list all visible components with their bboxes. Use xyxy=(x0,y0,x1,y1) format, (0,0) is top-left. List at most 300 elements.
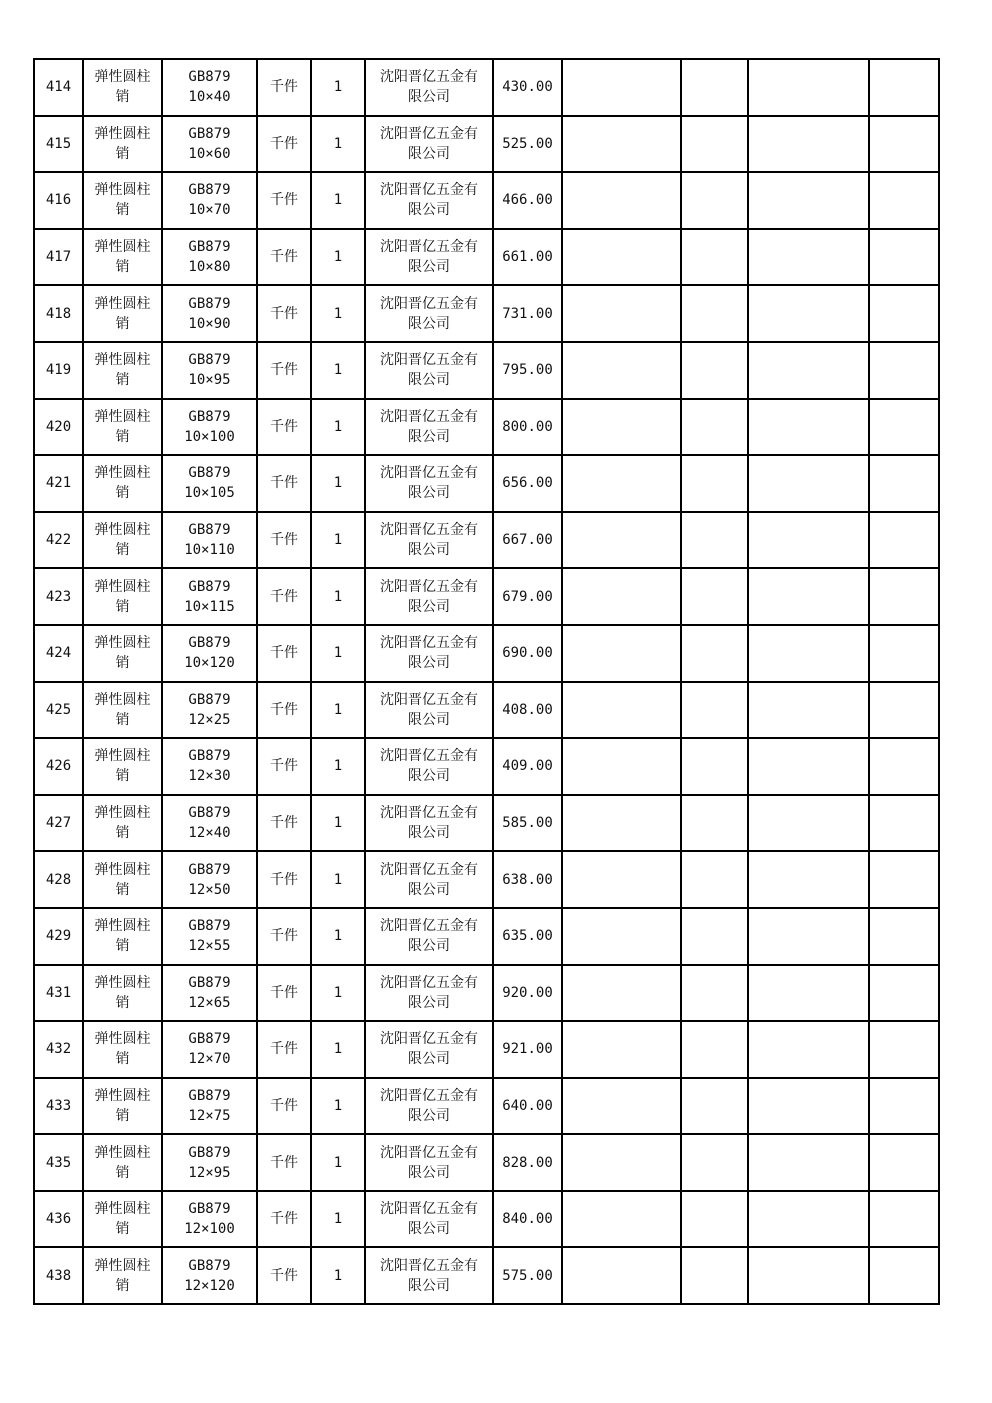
item-name-line2: 销 xyxy=(115,542,130,559)
spec-standard: GB879 xyxy=(188,465,231,482)
empty-cell xyxy=(869,1247,939,1304)
row-number-cell xyxy=(34,795,83,852)
spec-standard: GB879 xyxy=(188,1201,231,1218)
spec-cell xyxy=(162,908,257,965)
spec-size: 12×30 xyxy=(188,768,231,785)
item-name-cell xyxy=(83,1134,162,1191)
spec-cell xyxy=(162,172,257,229)
supplier-line2: 限公司 xyxy=(408,1107,450,1124)
table-row xyxy=(34,738,939,795)
price-table xyxy=(33,58,940,1305)
empty-cell xyxy=(562,285,681,342)
table-row xyxy=(34,1021,939,1078)
empty-cell xyxy=(748,1191,869,1248)
empty-cell xyxy=(748,1021,869,1078)
row-number: 426 xyxy=(45,758,72,775)
item-name-line1: 弹性圆柱 xyxy=(94,1144,151,1161)
supplier-cell xyxy=(365,1191,493,1248)
quantity: 1 xyxy=(333,928,343,945)
item-name-line2: 销 xyxy=(115,1277,130,1294)
item-name-line2: 销 xyxy=(115,202,130,219)
quantity: 1 xyxy=(333,701,343,718)
item-name-line1: 弹性圆柱 xyxy=(94,1031,151,1048)
quantity: 1 xyxy=(333,475,343,492)
empty-cell xyxy=(562,342,681,399)
empty-cell xyxy=(748,59,869,116)
unit-cell xyxy=(257,625,311,682)
unit: 千件 xyxy=(270,1267,298,1284)
price: 640.00 xyxy=(502,1097,553,1114)
quantity-cell xyxy=(311,399,365,456)
spec-size: 10×80 xyxy=(188,259,231,276)
empty-cell xyxy=(748,229,869,286)
spec-standard: GB879 xyxy=(188,1257,231,1274)
item-name-line1: 弹性圆柱 xyxy=(94,522,151,539)
row-number-cell xyxy=(34,1191,83,1248)
supplier-line1: 沈阳晋亿五金有 xyxy=(380,1201,478,1218)
item-name-line2: 销 xyxy=(115,428,130,445)
spec-cell xyxy=(162,1078,257,1135)
row-number-cell xyxy=(34,1134,83,1191)
price: 920.00 xyxy=(502,984,553,1001)
empty-cell xyxy=(562,625,681,682)
quantity-cell xyxy=(311,625,365,682)
item-name-line1: 弹性圆柱 xyxy=(94,352,151,369)
row-number: 416 xyxy=(45,192,72,209)
empty-cell xyxy=(681,399,748,456)
supplier-cell xyxy=(365,116,493,173)
empty-cell xyxy=(748,795,869,852)
empty-cell xyxy=(681,1191,748,1248)
empty-cell xyxy=(562,1134,681,1191)
unit-cell xyxy=(257,512,311,569)
supplier-line2: 限公司 xyxy=(408,938,450,955)
item-name-cell xyxy=(83,399,162,456)
row-number-cell xyxy=(34,1247,83,1304)
unit-cell xyxy=(257,229,311,286)
quantity-cell xyxy=(311,568,365,625)
empty-cell xyxy=(562,59,681,116)
empty-cell xyxy=(748,342,869,399)
row-number: 438 xyxy=(45,1267,72,1284)
empty-cell xyxy=(869,1021,939,1078)
spec-standard: GB879 xyxy=(188,352,231,369)
unit-cell xyxy=(257,59,311,116)
empty-cell xyxy=(681,285,748,342)
price-cell xyxy=(493,172,562,229)
table-row xyxy=(34,172,939,229)
item-name-line1: 弹性圆柱 xyxy=(94,69,151,86)
empty-cell xyxy=(562,172,681,229)
table-row xyxy=(34,965,939,1022)
item-name-cell xyxy=(83,285,162,342)
empty-cell xyxy=(748,908,869,965)
unit-cell xyxy=(257,1134,311,1191)
empty-cell xyxy=(869,682,939,739)
row-number-cell xyxy=(34,625,83,682)
row-number: 428 xyxy=(45,871,72,888)
item-name-line2: 销 xyxy=(115,825,130,842)
supplier-line2: 限公司 xyxy=(408,768,450,785)
unit: 千件 xyxy=(270,475,298,492)
quantity: 1 xyxy=(333,135,343,152)
table-row xyxy=(34,1134,939,1191)
table-row xyxy=(34,1247,939,1304)
spec-cell xyxy=(162,229,257,286)
row-number-cell xyxy=(34,682,83,739)
empty-cell xyxy=(748,851,869,908)
empty-cell xyxy=(748,738,869,795)
unit: 千件 xyxy=(270,984,298,1001)
item-name-line1: 弹性圆柱 xyxy=(94,1087,151,1104)
supplier-line2: 限公司 xyxy=(408,1051,450,1068)
spec-cell xyxy=(162,965,257,1022)
empty-cell xyxy=(562,851,681,908)
unit: 千件 xyxy=(270,1154,298,1171)
supplier-line2: 限公司 xyxy=(408,655,450,672)
supplier-line1: 沈阳晋亿五金有 xyxy=(380,69,478,86)
empty-cell xyxy=(562,965,681,1022)
supplier-line2: 限公司 xyxy=(408,711,450,728)
spec-standard: GB879 xyxy=(188,748,231,765)
quantity-cell xyxy=(311,1021,365,1078)
table-row xyxy=(34,1078,939,1135)
spec-cell xyxy=(162,1134,257,1191)
quantity-cell xyxy=(311,1134,365,1191)
empty-cell xyxy=(562,738,681,795)
empty-cell xyxy=(869,116,939,173)
supplier-line2: 限公司 xyxy=(408,825,450,842)
item-name-line1: 弹性圆柱 xyxy=(94,805,151,822)
quantity-cell xyxy=(311,59,365,116)
price: 679.00 xyxy=(502,588,553,605)
empty-cell xyxy=(748,1247,869,1304)
spec-cell xyxy=(162,455,257,512)
item-name-line2: 销 xyxy=(115,372,130,389)
item-name-line1: 弹性圆柱 xyxy=(94,295,151,312)
unit: 千件 xyxy=(270,1211,298,1228)
spec-standard: GB879 xyxy=(188,578,231,595)
supplier-line1: 沈阳晋亿五金有 xyxy=(380,239,478,256)
supplier-cell xyxy=(365,342,493,399)
item-name-line1: 弹性圆柱 xyxy=(94,182,151,199)
supplier-line2: 限公司 xyxy=(408,259,450,276)
empty-cell xyxy=(869,908,939,965)
unit: 千件 xyxy=(270,588,298,605)
quantity-cell xyxy=(311,1191,365,1248)
price: 840.00 xyxy=(502,1211,553,1228)
spec-size: 10×90 xyxy=(188,315,231,332)
item-name-line2: 销 xyxy=(115,259,130,276)
empty-cell xyxy=(562,1078,681,1135)
empty-cell xyxy=(748,568,869,625)
empty-cell xyxy=(869,172,939,229)
empty-cell xyxy=(748,625,869,682)
price-cell xyxy=(493,738,562,795)
item-name-line2: 销 xyxy=(115,89,130,106)
spec-size: 10×110 xyxy=(184,542,235,559)
item-name-cell xyxy=(83,1078,162,1135)
supplier-line1: 沈阳晋亿五金有 xyxy=(380,182,478,199)
item-name-line1: 弹性圆柱 xyxy=(94,974,151,991)
empty-cell xyxy=(748,965,869,1022)
empty-cell xyxy=(681,1021,748,1078)
price-cell xyxy=(493,851,562,908)
spec-cell xyxy=(162,738,257,795)
supplier-line1: 沈阳晋亿五金有 xyxy=(380,805,478,822)
item-name-line2: 销 xyxy=(115,711,130,728)
table-row xyxy=(34,625,939,682)
quantity-cell xyxy=(311,851,365,908)
price: 466.00 xyxy=(502,192,553,209)
row-number: 415 xyxy=(45,135,72,152)
item-name-line1: 弹性圆柱 xyxy=(94,918,151,935)
unit-cell xyxy=(257,172,311,229)
spec-cell xyxy=(162,682,257,739)
supplier-cell xyxy=(365,1078,493,1135)
unit-cell xyxy=(257,568,311,625)
spec-standard: GB879 xyxy=(188,522,231,539)
price-cell xyxy=(493,568,562,625)
quantity-cell xyxy=(311,455,365,512)
item-name-cell xyxy=(83,851,162,908)
supplier-line1: 沈阳晋亿五金有 xyxy=(380,635,478,652)
quantity-cell xyxy=(311,795,365,852)
item-name-line2: 销 xyxy=(115,881,130,898)
supplier-line1: 沈阳晋亿五金有 xyxy=(380,522,478,539)
table-row xyxy=(34,399,939,456)
item-name-line1: 弹性圆柱 xyxy=(94,239,151,256)
item-name-line2: 销 xyxy=(115,994,130,1011)
empty-cell xyxy=(869,795,939,852)
empty-cell xyxy=(869,568,939,625)
price-cell xyxy=(493,1078,562,1135)
spec-cell xyxy=(162,851,257,908)
row-number: 418 xyxy=(45,305,72,322)
item-name-line1: 弹性圆柱 xyxy=(94,408,151,425)
supplier-line1: 沈阳晋亿五金有 xyxy=(380,578,478,595)
price-cell xyxy=(493,455,562,512)
row-number: 433 xyxy=(45,1097,72,1114)
empty-cell xyxy=(748,399,869,456)
spec-size: 10×105 xyxy=(184,485,235,502)
supplier-cell xyxy=(365,1247,493,1304)
supplier-line1: 沈阳晋亿五金有 xyxy=(380,1031,478,1048)
empty-cell xyxy=(869,512,939,569)
empty-cell xyxy=(869,1134,939,1191)
item-name-line1: 弹性圆柱 xyxy=(94,1201,151,1218)
unit-cell xyxy=(257,682,311,739)
unit: 千件 xyxy=(270,418,298,435)
spec-cell xyxy=(162,512,257,569)
supplier-line2: 限公司 xyxy=(408,485,450,502)
quantity-cell xyxy=(311,172,365,229)
item-name-cell xyxy=(83,116,162,173)
supplier-cell xyxy=(365,568,493,625)
row-number: 431 xyxy=(45,984,72,1001)
table-row xyxy=(34,568,939,625)
item-name-cell xyxy=(83,455,162,512)
row-number: 414 xyxy=(45,79,72,96)
empty-cell xyxy=(681,512,748,569)
table-row xyxy=(34,455,939,512)
table-row xyxy=(34,795,939,852)
unit: 千件 xyxy=(270,305,298,322)
item-name-cell xyxy=(83,682,162,739)
spec-cell xyxy=(162,1247,257,1304)
empty-cell xyxy=(681,172,748,229)
row-number-cell xyxy=(34,908,83,965)
price-cell xyxy=(493,59,562,116)
row-number-cell xyxy=(34,116,83,173)
supplier-line2: 限公司 xyxy=(408,89,450,106)
price-cell xyxy=(493,965,562,1022)
empty-cell xyxy=(869,229,939,286)
spec-size: 12×95 xyxy=(188,1164,231,1181)
quantity: 1 xyxy=(333,305,343,322)
quantity-cell xyxy=(311,908,365,965)
supplier-line2: 限公司 xyxy=(408,145,450,162)
supplier-line1: 沈阳晋亿五金有 xyxy=(380,352,478,369)
price: 667.00 xyxy=(502,532,553,549)
empty-cell xyxy=(681,1247,748,1304)
empty-cell xyxy=(681,682,748,739)
row-number: 420 xyxy=(45,418,72,435)
spec-standard: GB879 xyxy=(188,805,231,822)
spec-cell xyxy=(162,399,257,456)
supplier-line1: 沈阳晋亿五金有 xyxy=(380,1087,478,1104)
spec-size: 10×120 xyxy=(184,655,235,672)
item-name-cell xyxy=(83,229,162,286)
supplier-cell xyxy=(365,1134,493,1191)
spec-size: 10×70 xyxy=(188,202,231,219)
empty-cell xyxy=(562,1247,681,1304)
table-row xyxy=(34,342,939,399)
quantity: 1 xyxy=(333,532,343,549)
supplier-line2: 限公司 xyxy=(408,598,450,615)
supplier-line2: 限公司 xyxy=(408,542,450,559)
price: 525.00 xyxy=(502,135,553,152)
spec-cell xyxy=(162,795,257,852)
empty-cell xyxy=(562,399,681,456)
item-name-line1: 弹性圆柱 xyxy=(94,578,151,595)
quantity-cell xyxy=(311,342,365,399)
row-number: 425 xyxy=(45,701,72,718)
quantity-cell xyxy=(311,229,365,286)
unit: 千件 xyxy=(270,758,298,775)
item-name-line1: 弹性圆柱 xyxy=(94,125,151,142)
price: 409.00 xyxy=(502,758,553,775)
quantity-cell xyxy=(311,285,365,342)
quantity: 1 xyxy=(333,1154,343,1171)
item-name-cell xyxy=(83,512,162,569)
item-name-cell xyxy=(83,568,162,625)
supplier-line1: 沈阳晋亿五金有 xyxy=(380,408,478,425)
supplier-cell xyxy=(365,59,493,116)
quantity: 1 xyxy=(333,815,343,832)
spec-size: 12×25 xyxy=(188,711,231,728)
table-row xyxy=(34,682,939,739)
unit: 千件 xyxy=(270,701,298,718)
empty-cell xyxy=(748,455,869,512)
supplier-cell xyxy=(365,795,493,852)
price-cell xyxy=(493,795,562,852)
price: 921.00 xyxy=(502,1041,553,1058)
item-name-line2: 销 xyxy=(115,315,130,332)
price-cell xyxy=(493,512,562,569)
row-number-cell xyxy=(34,399,83,456)
quantity-cell xyxy=(311,682,365,739)
supplier-line2: 限公司 xyxy=(408,994,450,1011)
row-number-cell xyxy=(34,738,83,795)
row-number-cell xyxy=(34,1078,83,1135)
unit-cell xyxy=(257,1078,311,1135)
empty-cell xyxy=(681,1134,748,1191)
spec-cell xyxy=(162,1191,257,1248)
spec-size: 10×100 xyxy=(184,428,235,445)
row-number: 417 xyxy=(45,249,72,266)
spec-cell xyxy=(162,285,257,342)
price: 795.00 xyxy=(502,362,553,379)
item-name-line2: 销 xyxy=(115,1107,130,1124)
empty-cell xyxy=(681,625,748,682)
spec-standard: GB879 xyxy=(188,182,231,199)
empty-cell xyxy=(748,1078,869,1135)
item-name-line1: 弹性圆柱 xyxy=(94,465,151,482)
unit-cell xyxy=(257,851,311,908)
price-cell xyxy=(493,1021,562,1078)
spec-standard: GB879 xyxy=(188,861,231,878)
unit-cell xyxy=(257,795,311,852)
empty-cell xyxy=(681,59,748,116)
spec-size: 12×100 xyxy=(184,1221,235,1238)
supplier-line1: 沈阳晋亿五金有 xyxy=(380,748,478,765)
unit-cell xyxy=(257,1021,311,1078)
price: 731.00 xyxy=(502,305,553,322)
price: 661.00 xyxy=(502,249,553,266)
empty-cell xyxy=(748,512,869,569)
empty-cell xyxy=(562,1021,681,1078)
row-number: 419 xyxy=(45,362,72,379)
spec-standard: GB879 xyxy=(188,125,231,142)
spec-size: 12×70 xyxy=(188,1051,231,1068)
price-cell xyxy=(493,399,562,456)
supplier-cell xyxy=(365,172,493,229)
table-row xyxy=(34,229,939,286)
item-name-line2: 销 xyxy=(115,768,130,785)
item-name-line2: 销 xyxy=(115,1051,130,1068)
empty-cell xyxy=(748,285,869,342)
row-number-cell xyxy=(34,59,83,116)
supplier-cell xyxy=(365,625,493,682)
empty-cell xyxy=(681,965,748,1022)
spec-cell xyxy=(162,342,257,399)
price-cell xyxy=(493,1134,562,1191)
supplier-line1: 沈阳晋亿五金有 xyxy=(380,465,478,482)
empty-cell xyxy=(748,116,869,173)
item-name-line2: 销 xyxy=(115,598,130,615)
quantity: 1 xyxy=(333,645,343,662)
supplier-cell xyxy=(365,738,493,795)
spec-standard: GB879 xyxy=(188,239,231,256)
item-name-cell xyxy=(83,795,162,852)
row-number-cell xyxy=(34,851,83,908)
unit: 千件 xyxy=(270,1041,298,1058)
row-number-cell xyxy=(34,285,83,342)
supplier-cell xyxy=(365,512,493,569)
spec-standard: GB879 xyxy=(188,974,231,991)
unit: 千件 xyxy=(270,928,298,945)
